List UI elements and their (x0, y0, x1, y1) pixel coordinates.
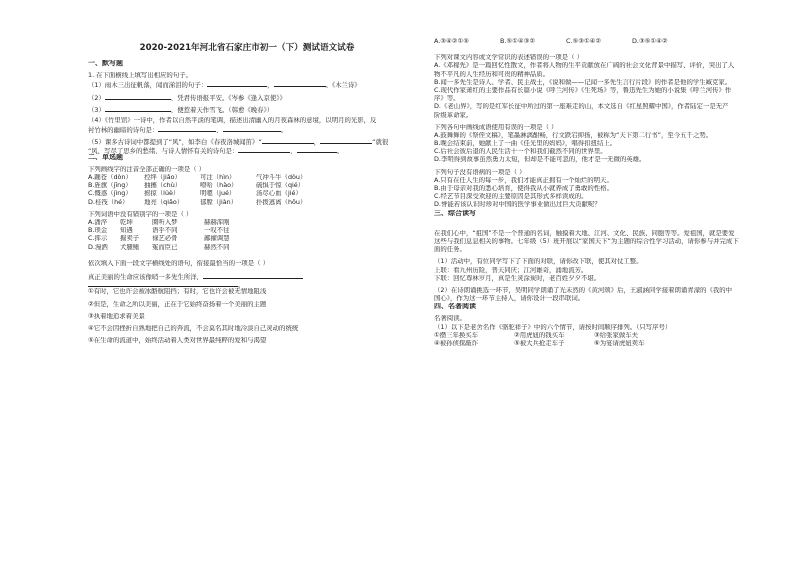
option-cell: ⑤被大兵抢走车子 (514, 340, 565, 347)
answer-blank[interactable] (207, 80, 267, 87)
option-cell: D.桂筏（hé） (88, 198, 129, 206)
q4-option-c[interactable]: C.⑤③①④② (566, 38, 602, 45)
q2-option-c[interactable] (88, 190, 406, 198)
q8-task2: （2）在诗朗诵挑选一环节，吴明同学朗诵了光未然的《黄河颂》后，王淑涵同学接着朗诵青濛的《我的中 (434, 286, 733, 294)
q5-option-line[interactable]: A.《邓稼先》是一篇回忆性散文，作者将人物的生平贡献放在广阔的社会文化背景中描写、评价，突出了人 (434, 62, 735, 70)
answer-blank[interactable] (297, 146, 337, 153)
option-cell: A.潘淬 (88, 219, 108, 226)
option-cell: 乾坤 (120, 219, 133, 226)
q1-part5: （5）课多古诗词中都提到了“风”，如李白《春夜洛城闻笛》“ ， “就很 (88, 138, 389, 146)
q5-option-line[interactable]: 物不平凡的人生经历和可贵的精神品质。 (434, 70, 550, 78)
answer-blank[interactable] (105, 105, 171, 112)
q2-option-b[interactable] (88, 182, 406, 190)
section-heading-4: 四、名著阅读 (434, 303, 476, 311)
q4-stem: 依次填入下面一段文字横线处的语句，衔接最恰当的一项是（ ） (88, 259, 269, 267)
left-column (88, 60, 406, 349)
q7-option-d[interactable]: D.誉能若该认识时珍对中国的医学事业做出过巨大贡献呢？ (434, 201, 601, 209)
q3-option-a[interactable] (88, 219, 406, 227)
q5-option-line[interactable]: B.闻一多先生是诗人、学者、民主战士，《说和做——记闻一多先生言行片段》的作者是他的学生臧克家。 (434, 78, 732, 86)
q8-lower-couplet: 下联：回忆尊林岁月，真是生灵涂炭时，老百姓夕夕不堪。 (434, 274, 601, 282)
option-cell: 一叹不往 (204, 227, 230, 235)
q4-sentence-item: ③执着地追求着美景 (88, 312, 145, 320)
option-cell: 圈听入梦 (152, 219, 178, 226)
section-heading-2: 二、单选题 (88, 153, 123, 161)
section-heading-3: 三、综合读写 (434, 209, 476, 217)
q4-sentence-item: ④它不会因挫折自熟地把自己的奔流，不会莫名其时地冷淡自己灵动的统统 (88, 324, 299, 332)
option-cell: ⑥为宴请虎妞卖车 (594, 340, 645, 347)
option-cell: 地亮（qiǎo） (144, 198, 184, 206)
section-heading-1: 一、默写题 (88, 60, 123, 67)
q4-sentence-item: ①有时，它也许会被冰酪航阻挡；有时，它也许会被无情地阻浅 (88, 288, 267, 296)
q8-task1: （1）活动中，有位同学写下了下面的对联，请你改下联，使其对仗工整。 (434, 258, 643, 266)
option-cell: 禄艺必骨 (152, 235, 178, 243)
q5-stem: 下列对课文内容或文学常识的表述错误的一项是（ ） (434, 54, 584, 62)
answer-blank[interactable] (105, 93, 171, 100)
option-cell: 嘹哈（hào） (200, 182, 238, 190)
option-cell: 气冲斗牛（dòu） (256, 174, 307, 182)
option-cell: C.挥示 (88, 235, 108, 243)
option-cell: D.漫洒 (88, 243, 108, 251)
q2-option-d[interactable] (88, 199, 406, 207)
option-cell: 语乎不同 (152, 227, 178, 235)
q1-part4: （4）《竹里馆》一诗中，作者以自然平淡的笔调，描述出清幽入的月夜森林的意境，以明月的光影，反 (88, 116, 377, 124)
option-cell: 知遇 (120, 227, 133, 235)
q1-part1: （1）雨木三出征帆落，闻而涕泪的句子： ， 。《木兰诗》 (88, 81, 361, 89)
answer-blank[interactable] (88, 280, 238, 287)
q2-stem: 下列画线字的注音全部正确的一项是（ ） (88, 165, 206, 173)
q5-option-line[interactable]: 序》等。 (434, 95, 460, 103)
q7-option-c[interactable]: C.经艺节目深受欢迎的主要原因是其形式多样读成的。 (434, 193, 588, 201)
q4-passage: 真正美丽的生命应该像哨一多先生所洋， (88, 272, 406, 280)
right-column (434, 38, 764, 348)
q6-option-c[interactable]: C.后社会彼后退的人民生活十一个和我们截然不同的世界里。 (434, 148, 607, 156)
q9-plot-row[interactable] (434, 332, 764, 340)
q8-intro-line: 面的任务。 (434, 246, 466, 254)
q9-task1: （1）以下是老舍名作《骆驼祥子》中的六个情节，请按时间顺序排列。（只写序号） (434, 323, 672, 331)
option-cell: 冤而臣已 (152, 243, 178, 251)
q5-option-line[interactable]: C.现代作家萧红的主要作品有长篇小说《呼兰河传》《生死场》等，鲁迅先生为她的小说集《呼兰河传》作 (434, 86, 732, 94)
answer-blank[interactable] (203, 272, 303, 279)
option-cell: 赫赫浑刚 (204, 219, 230, 226)
option-cell: 鄙擢调慧 (204, 235, 230, 243)
q8-upper-couplet: 上联：看九州历险，普天同庆；江河雄奇，涌地流芳。 (434, 266, 588, 274)
option-cell: 汤尽心血（jié） (256, 190, 302, 198)
q6-option-a[interactable]: A.鼓舞舞的《祭侄文稿》，笔墨淋漓酣畅，行文跌宕抑扬，被称为“天下第二行书”，至今五千之势。 (434, 131, 713, 139)
option-cell: ④被孙侦探敲诈 (434, 340, 479, 347)
q4-sentence-item: ⑤在生命的流道中，始终活动着人类对世界最纯粹的爱和与渴望 (88, 337, 267, 345)
option-cell: B.琐金 (88, 227, 108, 235)
option-cell: 可注（hìn） (200, 174, 236, 182)
q4-option-b[interactable]: B.⑤①④③② (500, 38, 536, 45)
q4-option-d[interactable]: D.③⑤①④② (632, 38, 668, 45)
q8-intro-line: 这些与我们息息相关的事物。七年级（5）班开展以“家国天下”为主题的综合性学习活动，请你参与并完成下 (434, 237, 739, 245)
answer-blank[interactable] (274, 80, 326, 87)
option-cell: 控绊（jiǎo） (144, 174, 181, 182)
q3-option-b[interactable] (88, 227, 406, 235)
option-cell: ③给张家做车夫 (594, 331, 639, 339)
q6-stem: 下列各句中画线成语使用有误的一项是（ ） (434, 123, 558, 131)
q7-option-a[interactable]: A.只有在任人生的每一步，我们才能真正拥有一个灿烂的明天。 (434, 176, 613, 184)
q1-part3: （3） ，便惹着天作雪飞。（韩愈《晚春》） (88, 105, 274, 113)
q4-option-a[interactable]: A.③④②①⑤ (434, 38, 469, 45)
q1-part4-cont: 衬竹林的幽暗的诗句是： ， 。 (88, 126, 288, 134)
q3-option-d[interactable] (88, 244, 406, 252)
option-cell: 掘卖子 (120, 235, 140, 243)
q2-option-a[interactable] (88, 174, 406, 182)
answer-blank[interactable] (238, 146, 290, 153)
option-cell: ①攒三年换买车 (434, 331, 479, 339)
q9-plot-row[interactable] (434, 340, 764, 348)
option-cell: 抽搐（chù） (144, 182, 182, 190)
option-cell: 扑拨逃离（hǒu） (256, 198, 307, 206)
option-cell: C.慨惑（jìng） (88, 190, 132, 198)
q7-stem: 下列句子没有语病的一项是（ ） (434, 168, 526, 176)
option-cell: ②用虎妞的钱买车 (514, 331, 565, 339)
q5-option-line[interactable]: D.《老山界》，写的是红军长征中所过的第一座难走的山，本文选自《红星照耀中国》，作者陆定一是无产 (434, 103, 729, 111)
q3-stem: 下列词语中没有错别字的一项是（ ） (88, 210, 193, 218)
q1-part2: （2） ，凭君传语报平安。《岑参《逢入京使》》 (88, 93, 286, 101)
answer-blank[interactable] (223, 125, 281, 132)
q3-option-c[interactable] (88, 235, 406, 243)
q4-sentence-item: ②但是，生命之所以美丽，正在于它始终奋扬着一个美丽的主题 (88, 300, 267, 308)
answer-blank[interactable] (320, 137, 372, 144)
answer-blank[interactable] (158, 125, 216, 132)
option-cell: 掳掠（lüè） (144, 190, 180, 198)
q6-option-d[interactable]: D.李明得到故事虽然勇力太短，但却是不能可忽的，他才是一无微的英雄。 (434, 156, 646, 164)
option-cell: 明嗯（jué） (200, 190, 236, 198)
q6-option-b[interactable]: B.晚会结束前，她献上了一曲《佳光里的妈妈》，唱得扣扭结上。 (434, 140, 617, 148)
option-cell: 硫惧于惊（qié） (256, 182, 305, 190)
answer-blank[interactable] (262, 137, 314, 144)
q5-option-line[interactable]: 阶级革命家。 (434, 111, 473, 119)
q8-intro-line: 在我们心中，“祖国”不是一个普通的名词，触摸着大地、江河、文化、民族、同胞等等。爱祖国，就是要爱 (434, 229, 735, 237)
option-cell: B.旌旗（jīng） (88, 182, 132, 190)
q8-task2-cont: 国心》，作为这一环节主持人，请你设计一段串联词。 (434, 295, 585, 303)
q9-title: 名著阅读。 (434, 315, 466, 323)
page-title: 2020-2021年河北省石家庄市初一（下）测试语文试卷 (139, 43, 355, 53)
option-cell: A.蹦苍（dòn） (88, 174, 132, 182)
option-cell: 赫然不同 (204, 243, 230, 251)
option-cell: 郁膛（jiàn） (200, 198, 238, 206)
q4-passage-cont: 。 (88, 280, 406, 288)
q7-option-b[interactable]: B.由于母亲对我的悉心培育，使得我从小就养成了勇敢的性格。 (434, 185, 613, 192)
option-cell: 犬腿鳍 (120, 243, 140, 251)
q1-stem: 1. 在下面横线上填写出相应的句子。 (88, 72, 192, 80)
q1-part5-cont: “风，写尽了思乡的愁绪，与诗人情怀有关的诗句是： ， 。 (88, 146, 344, 154)
q4-options (434, 38, 764, 46)
